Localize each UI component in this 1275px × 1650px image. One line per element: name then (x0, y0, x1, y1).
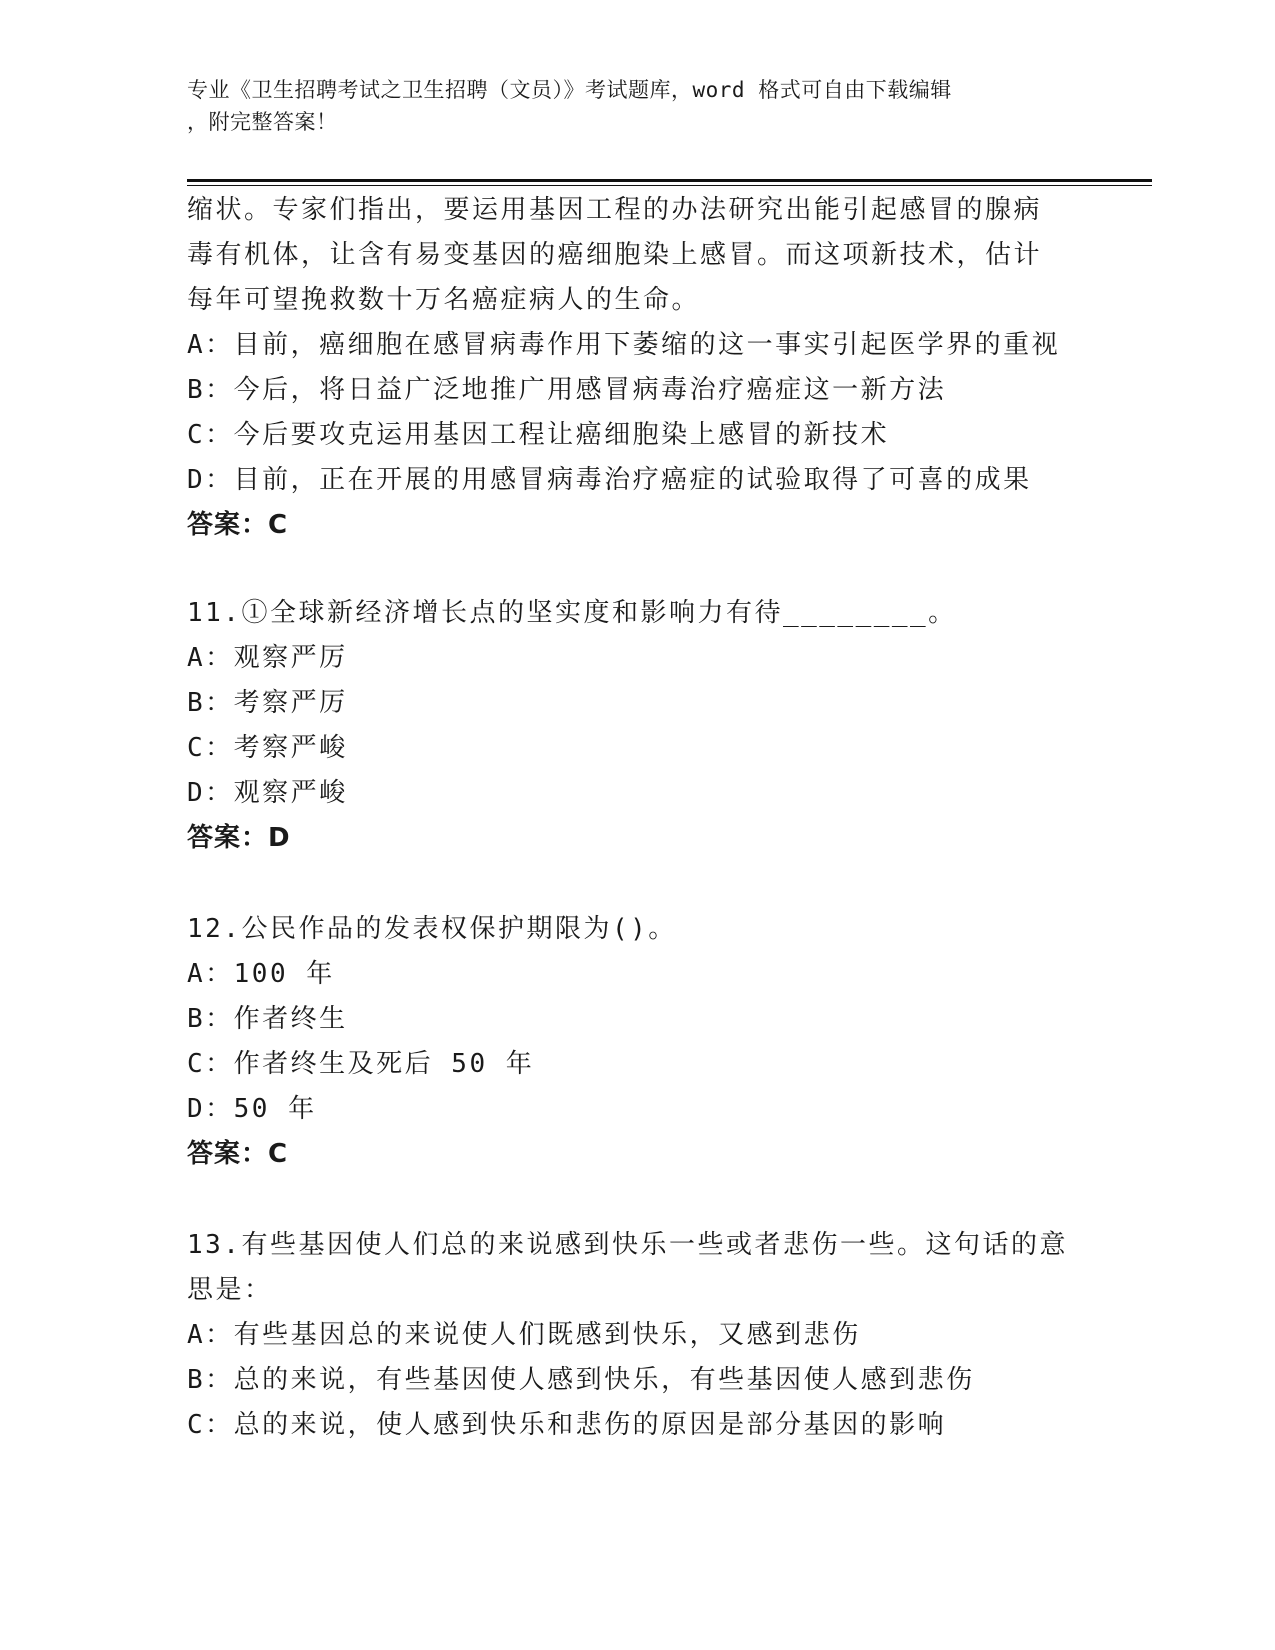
question-10 (187, 188, 1107, 548)
header-line-2: ，附完整答案！ (187, 110, 338, 134)
answer: 答案：C (187, 1139, 289, 1169)
spacer (187, 548, 1107, 591)
header-rule-thin (187, 185, 1152, 186)
question-text: 13.有些基因使人们总的来说感到快乐一些或者悲伤一些。这句话的意 (187, 1230, 1068, 1260)
question-list (187, 188, 1107, 1448)
option-a: A：100 年 (187, 959, 335, 989)
question-text: 毒有机体，让含有易变基因的癌细胞染上感冒。而这项新技术，估计 (187, 240, 1043, 270)
document-header (187, 74, 1067, 138)
answer: 答案：C (187, 510, 289, 540)
option-d: D：观察严峻 (187, 778, 348, 808)
spacer (187, 1177, 1107, 1223)
option-a: A：有些基因总的来说使人们既感到快乐，又感到悲伤 (187, 1320, 861, 1350)
question-13 (187, 1223, 1107, 1448)
option-c: C：作者终生及死后 50 年 (187, 1049, 535, 1079)
answer: 答案：D (187, 823, 291, 853)
question-text: 每年可望挽救数十万名癌症病人的生命。 (187, 285, 701, 315)
option-a: A：目前，癌细胞在感冒病毒作用下萎缩的这一事实引起医学界的重视 (187, 330, 1061, 360)
spacer (187, 861, 1107, 907)
option-b: B：作者终生 (187, 1004, 348, 1034)
question-text: 12.公民作品的发表权保护期限为()。 (187, 914, 677, 944)
option-c: C：今后要攻克运用基因工程让癌细胞染上感冒的新技术 (187, 420, 890, 450)
question-11 (187, 591, 1107, 861)
option-d: D：50 年 (187, 1094, 317, 1124)
question-text: 11.①全球新经济增长点的坚实度和影响力有待________。 (187, 598, 957, 628)
option-b: B：今后，将日益广泛地推广用感冒病毒治疗癌症这一新方法 (187, 375, 947, 405)
option-d: D：目前，正在开展的用感冒病毒治疗癌症的试验取得了可喜的成果 (187, 465, 1032, 495)
question-text: 缩状。专家们指出，要运用基因工程的办法研究出能引起感冒的腺病 (187, 195, 1043, 225)
option-b: B：考察严厉 (187, 688, 348, 718)
header-rule-thick (187, 179, 1152, 182)
option-c: C：考察严峻 (187, 733, 348, 763)
option-c: C：总的来说，使人感到快乐和悲伤的原因是部分基因的影响 (187, 1410, 947, 1440)
question-text: 思是： (187, 1275, 273, 1305)
question-12 (187, 907, 1107, 1177)
option-b: B：总的来说，有些基因使人感到快乐，有些基因使人感到悲伤 (187, 1365, 975, 1395)
option-a: A：观察严厉 (187, 643, 348, 673)
header-line-1: 专业《卫生招聘考试之卫生招聘（文员）》考试题库，word 格式可自由下载编辑 (187, 78, 952, 102)
